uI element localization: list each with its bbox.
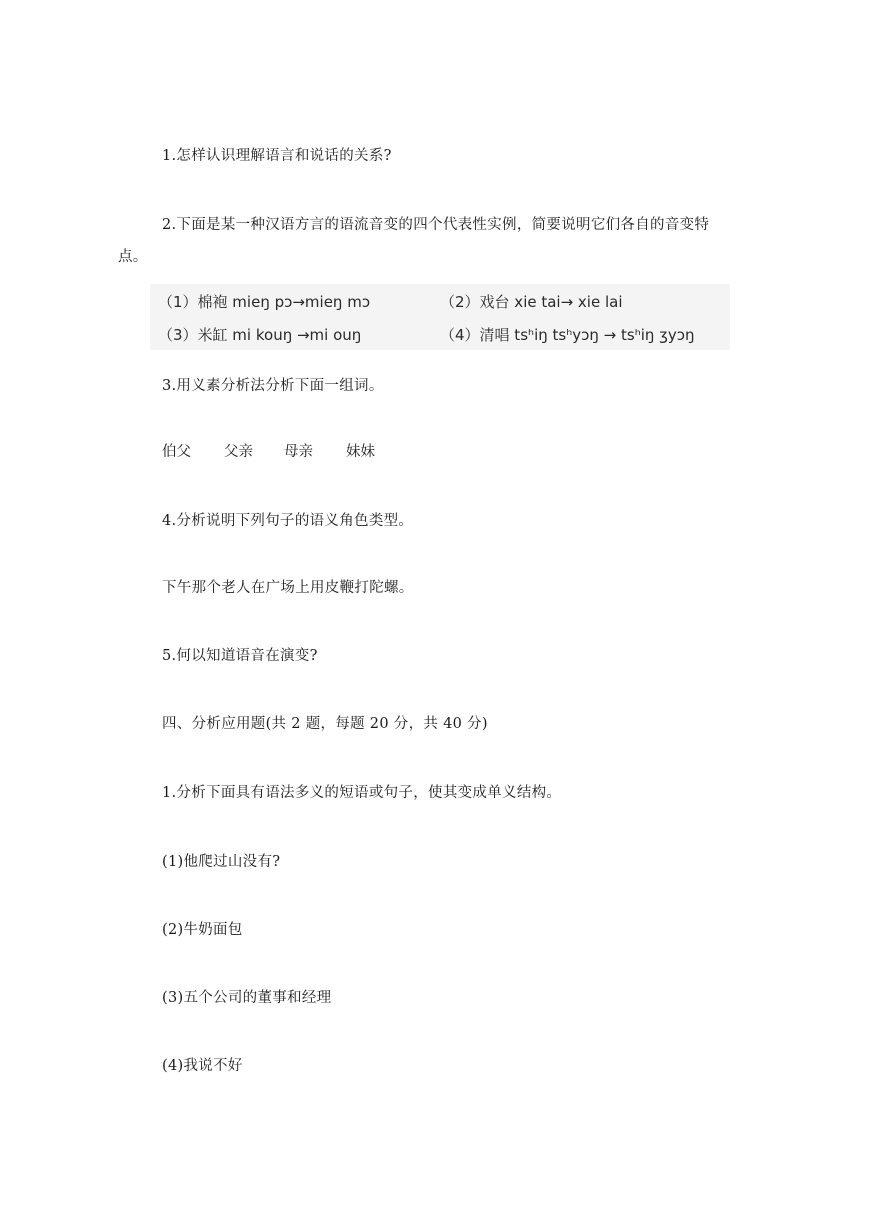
sub-item: (3)五个公司的董事和经理	[162, 990, 332, 1006]
question-5: 5.何以知道语音在演变?	[162, 648, 318, 664]
example-1: （1）棉袍 mieŋ pɔ→mieŋ mɔ	[158, 293, 371, 311]
question-1: 1.怎样认识理解语言和说话的关系?	[162, 148, 392, 164]
word-item: 妹妹	[346, 444, 375, 460]
example-4: （4）清唱 tsʰiŋ tsʰyɔŋ → tsʰiŋ ʒyɔŋ	[440, 326, 695, 344]
section-4-question-1: 1.分析下面具有语法多义的短语或句子，使其变成单义结构。	[162, 785, 562, 801]
sub-item: (2)牛奶面包	[162, 922, 243, 938]
sub-item: (1)他爬过山没有?	[162, 854, 281, 870]
question-4: 4.分析说明下列句子的语义角色类型。	[162, 513, 414, 529]
example-2: （2）戏台 xie tai→ xie lai	[440, 293, 623, 311]
section-4-title: 四、分析应用题(共 2 题，每题 20 分，共 40 分)	[162, 716, 488, 732]
question-2-line-2: 点。	[118, 249, 148, 265]
word-item: 伯父	[162, 444, 191, 460]
question-4-sentence: 下午那个老人在广场上用皮鞭打陀螺。	[162, 580, 414, 596]
sub-item: (4)我说不好	[162, 1058, 243, 1074]
word-item: 母亲	[284, 444, 313, 460]
question-2-line-1: 2.下面是某一种汉语方言的语流音变的四个代表性实例，简要说明它们各自的音变特	[162, 217, 710, 233]
word-item: 父亲	[224, 444, 253, 460]
question-3: 3.用义素分析法分析下面一组词。	[162, 378, 384, 394]
example-3: （3）米缸 mi kouŋ →mi ouŋ	[158, 326, 362, 344]
